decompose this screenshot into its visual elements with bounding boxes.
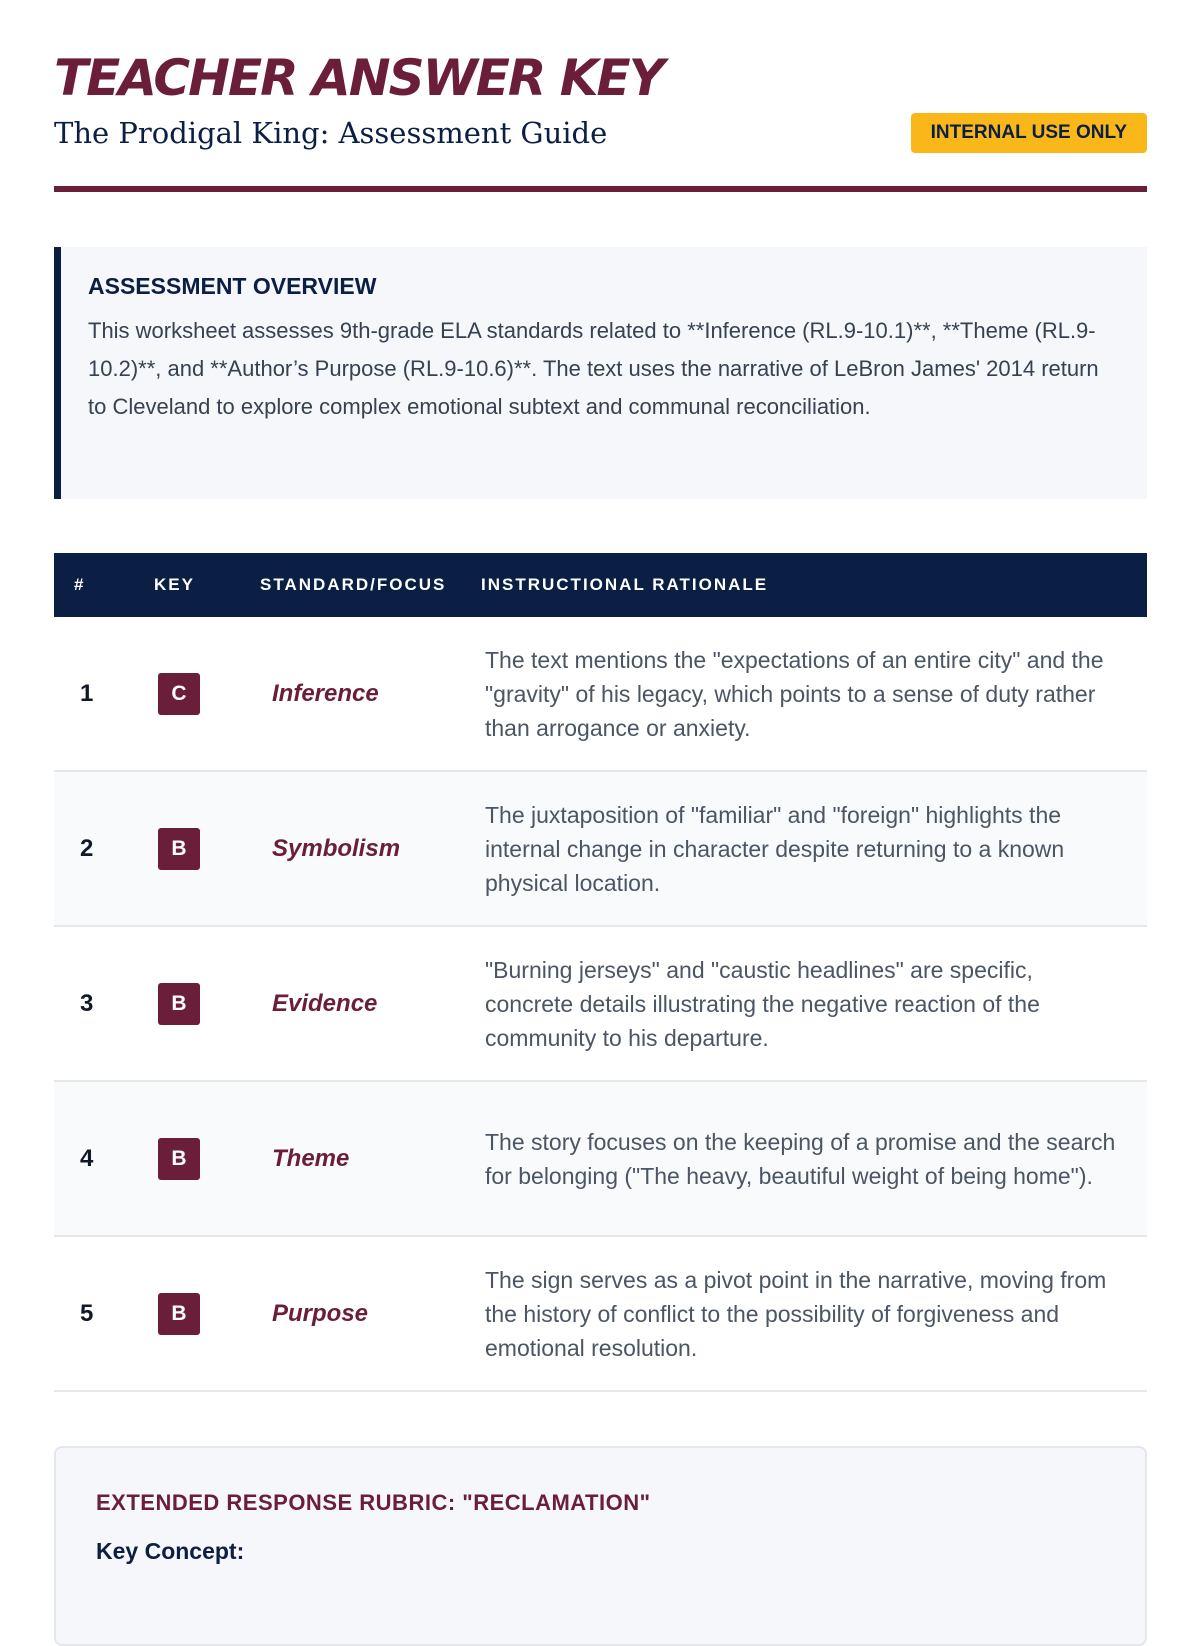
assessment-overview [54,247,1147,499]
row-number: 3 [80,989,94,1017]
overview-text: This worksheet assesses 9th-grade ELA standards related to **Inference (RL.9-10.1)**, **Theme (RL.9-10.2)**, and **Author’s Purpose (RL.9-10.6)**. The text uses the narrative of LeBron James' 2014 return to Cleveland to explore complex emotional subtext and communal reconciliation. [88,318,1099,419]
table-header [54,553,1147,617]
answer-key-badge: B [158,828,200,870]
standard-focus: Theme [272,1144,350,1172]
answer-key-badge: B [158,1293,200,1335]
instructional-rationale: "Burning jerseys" and "caustic headlines" are specific, concrete details illustrating the negative reaction of the community to his departure. [485,956,1040,1051]
table-row [54,617,1147,772]
standard-focus: Purpose [272,1299,369,1327]
overview-heading: ASSESSMENT OVERVIEW [88,273,377,299]
page-header [54,49,1147,153]
standard-focus: Inference [272,679,379,707]
header-key: KEY [154,575,195,594]
instructional-rationale: The story focuses on the keeping of a promise and the search for belonging ("The heavy, beautiful weight of being home"). [485,1128,1116,1189]
standard-focus: Evidence [272,989,378,1017]
extended-response-rubric [54,1446,1147,1646]
header-standard: STANDARD/FOCUS [260,575,447,594]
rubric-heading: EXTENDED RESPONSE RUBRIC: "RECLAMATION" [96,1490,651,1515]
page-subtitle: The Prodigal King: Assessment Guide [54,115,608,150]
instructional-rationale: The juxtaposition of "familiar" and "foreign" highlights the internal change in character despite returning to a known physical location. [485,801,1065,896]
table-row [54,927,1147,1082]
subtitle-row [54,113,1147,153]
instructional-rationale: The text mentions the "expectations of an entire city" and the "gravity" of his legacy, which points to a sense of duty rather than arrogance or anxiety. [485,646,1104,741]
table-row [54,1237,1147,1392]
internal-use-badge: INTERNAL USE ONLY [911,113,1147,153]
key-concept-label: Key Concept: [96,1538,245,1564]
row-number: 4 [80,1144,94,1172]
page-title: TEACHER ANSWER KEY [54,49,663,107]
answer-key-badge: B [158,983,200,1025]
header-rationale: INSTRUCTIONAL RATIONALE [481,575,769,594]
answer-key-badge: C [158,673,200,715]
instructional-rationale: The sign serves as a pivot point in the narrative, moving from the history of conflict to the possibility of forgiveness and emotional resolution. [485,1266,1107,1361]
header-num: # [74,575,86,594]
standard-focus: Symbolism [272,834,401,862]
answer-key-badge: B [158,1138,200,1180]
row-number: 5 [80,1299,94,1327]
answer-table [54,553,1147,1392]
row-number: 2 [80,834,94,862]
header-divider [54,186,1147,192]
row-number: 1 [80,679,94,707]
table-row [54,1082,1147,1237]
table-row [54,772,1147,927]
